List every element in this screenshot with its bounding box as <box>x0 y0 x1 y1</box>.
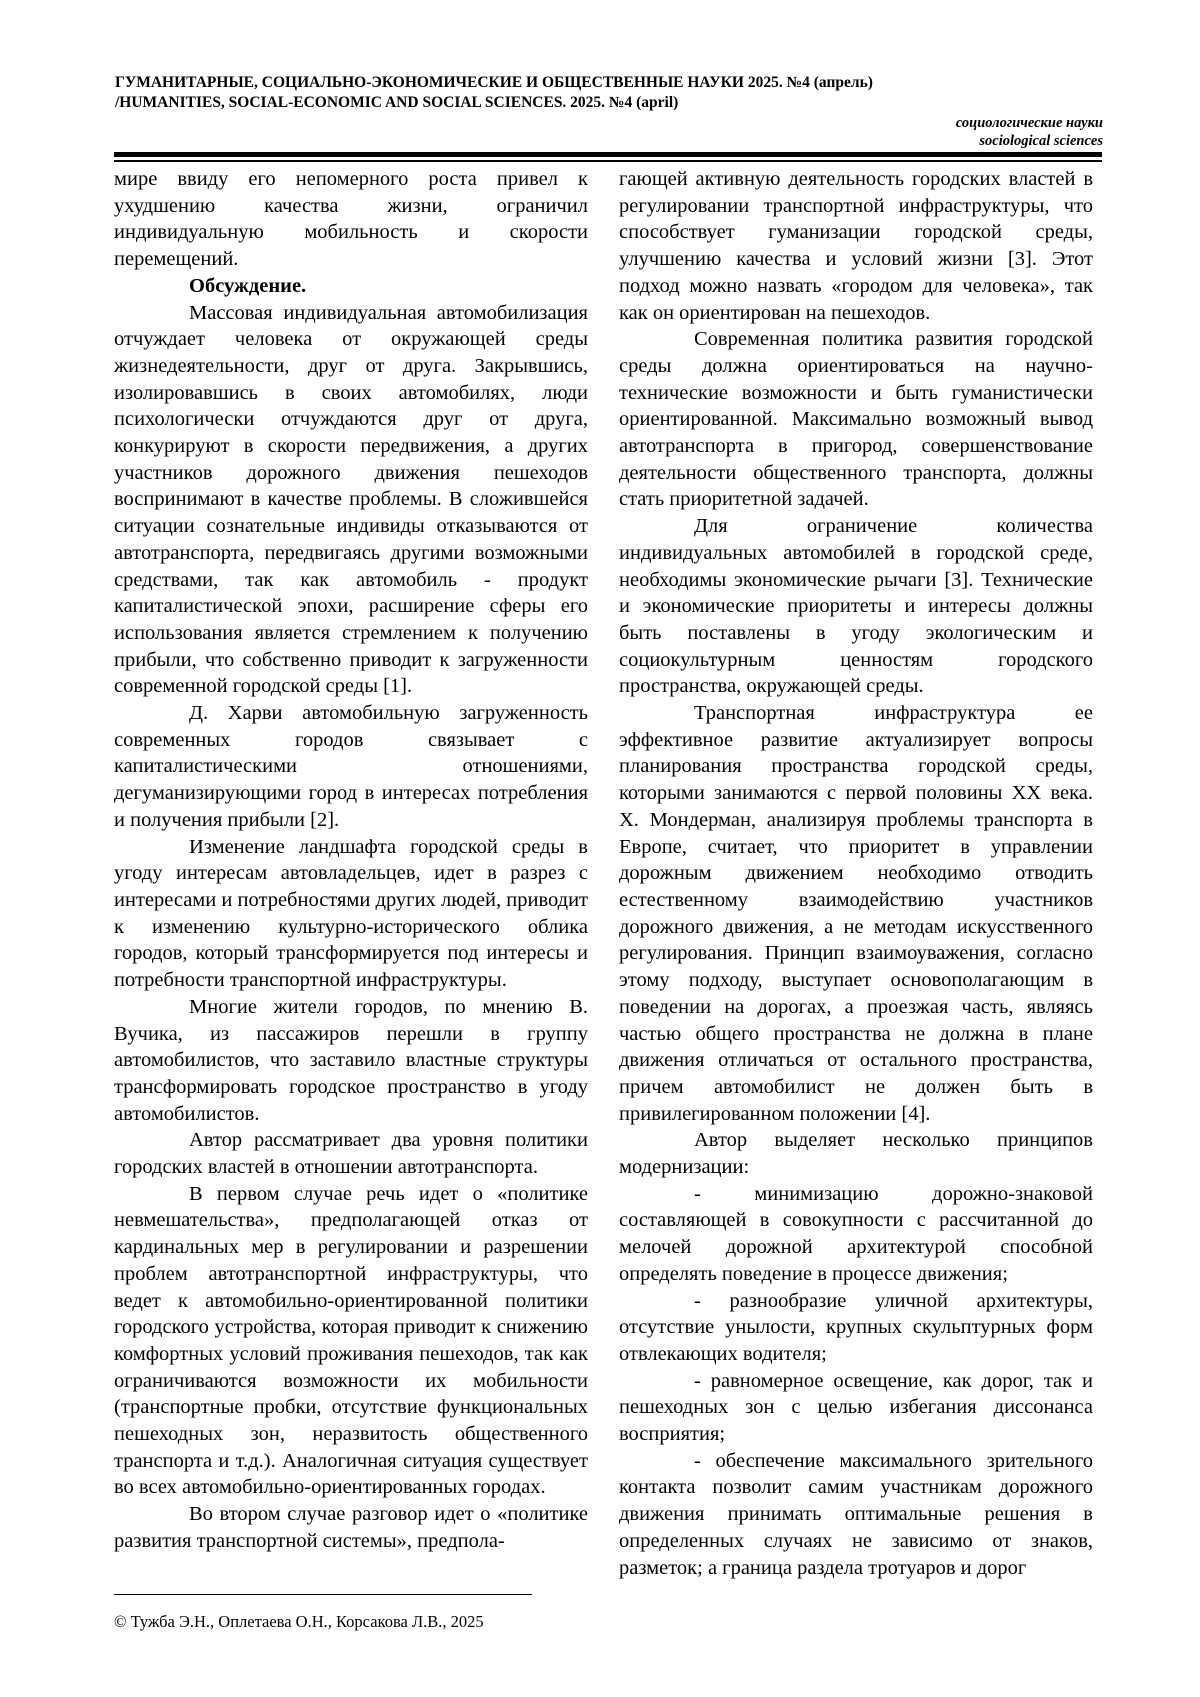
paragraph: гающей активную деятельность городских властей в регулировании транспортной инфраструктуры, что способствует гуманизации городской среды, улучшению качества и условий жизни [3]. Этот подход можно назвать «городом для человека», так как он ориентирован на пешеходов. <box>619 168 1093 324</box>
section-label <box>956 114 1103 150</box>
list-item: - обеспечение максимального зрительного контакта позволит самим участникам дорожного движения принимать оптимальные решения в определенных случаях не зависимо от знаков, разметок; а граница раздела тротуаров и дорог <box>619 1449 1093 1579</box>
paragraph: Д. Харви автомобильную загруженность современных городов связывает с капиталистическими отношениями, дегуманизирующими город в интересах потребления и получения прибыли [2]. <box>114 702 588 831</box>
paragraph: Транспортная инфраструктура ее эффективное развитие актуализирует вопросы планирования пространства городской среды, которыми занимаются с первой половины XX века. Х. Мондерман, анализируя проблемы транспорта в Европе, считает, что приоритет в управлении дорожным движением необходимо отводить естественному взаимодействию участников дорожного движения, а не методам искусственного регулирования. Принцип взаимоуважения, согласно этому подходу, выступает основополагающим в поведении на дорогах, а проезжая часть, являясь частью общего пространства не должна в плане движения отличаться от остального пространства, причем автомобилист не должен быть в привилегированном положении [4]. <box>619 702 1093 1125</box>
paragraph: мире ввиду его непомерного роста привел к ухудшению качества жизни, ограничил индивидуальную мобильность и скорости перемещений. <box>114 168 588 271</box>
list-item: - минимизацию дорожно-знаковой составляющей в совокупности с рассчитанной до мелочей дорожной архитектурой способной определять поведение в процессе движения; <box>619 1182 1093 1285</box>
journal-title-en: /HUMANITIES, SOCIAL-ECONOMIC AND SOCIAL SCIENCES. 2025. №4 (april) <box>115 94 679 111</box>
copyright-footnote: © Тужба Э.Н., Оплетаева О.Н., Корсакова Л.В., 2025 <box>114 1612 484 1631</box>
section-label-ru: социологические науки <box>955 115 1103 131</box>
header-rule-thin <box>114 160 1102 162</box>
right-column <box>619 166 1093 1581</box>
left-column <box>114 166 588 1555</box>
paragraph: Массовая индивидуальная автомобилизация отчуждает человека от окружающей среды жизнедеятельности, друг от друга. Закрывшись, изолировавшись в своих автомобилях, люди психологически отчуждаются друг от друга, конкурируют в скорости передвижения, а других участников дорожного движения пешеходов воспринимают в качестве проблемы. В сложившейся ситуации сознательные индивиды отказываются от автотранспорта, передвигаясь другими возможными средствами, так как автомобиль - продукт капиталистической эпохи, расширение сферы его использования является стремлением к получению прибыли, что собственно приводит к загруженности современной городской среды [1]. <box>114 301 588 698</box>
header-rule-thick <box>114 152 1102 157</box>
journal-title-ru: ГУМАНИТАРНЫЕ, СОЦИАЛЬНО-ЭКОНОМИЧЕСКИЕ И ОБЩЕСТВЕННЫЕ НАУКИ 2025. №4 (апрель) <box>115 74 873 91</box>
paragraph: Во втором случае разговор идет о «политике развития транспортной системы», предпола- <box>114 1503 588 1552</box>
paragraph: Многие жители городов, по мнению В. Вучика, из пассажиров перешли в группу автомобилистов, что заставило властные структуры трансформировать городское пространство в угоду автомобилистов. <box>114 995 588 1125</box>
paragraph: Для ограничение количества индивидуальных автомобилей в городской среде, необходимы экономические рычаги [3]. Технические и экономические приоритеты и интересы должны быть поставлены в угоду экологическим и социокультурным ценностям городского пространства, окружающей среды. <box>619 515 1093 698</box>
section-heading: Обсуждение. <box>189 274 307 297</box>
footnote-rule <box>114 1594 532 1595</box>
paragraph: Автор рассматривает два уровня политики городских властей в отношении автотранспорта. <box>114 1129 588 1179</box>
paragraph: Автор выделяет несколько принципов модернизации: <box>619 1129 1093 1179</box>
journal-header <box>115 73 1105 113</box>
paragraph: Изменение ландшафта городской среды в угоду интересам автовладельцев, идет в разрез с интересами и потребностями других людей, приводит к изменению культурно-исторического облика городов, который трансформируется под интересы и потребности транспортной инфраструктуры. <box>114 835 588 992</box>
paragraph: Современная политика развития городской среды должна ориентироваться на научно-технические возможности и быть гуманистически ориентированной. Максимально возможный вывод автотранспорта в пригород, совершенствование деятельности общественного транспорта, должны стать приоритетной задачей. <box>619 328 1093 511</box>
list-item: - разнообразие уличной архитектуры, отсутствие унылости, крупных скульптурных форм отвлекающих водителя; <box>619 1289 1093 1365</box>
section-label-en: sociological sciences <box>979 133 1103 149</box>
list-item: - равномерное освещение, как дорог, так и пешеходных зон с целью избегания диссонанса восприятия; <box>619 1369 1093 1446</box>
paragraph: В первом случае речь идет о «политике невмешательства», предполагающей отказ от кардинальных мер в регулировании и разрешении проблем автотранспортной инфраструктуры, что ведет к автомобильно-ориентированной политики городского устройства, которая приводит к снижению комфортных условий проживания пешеходов, так как ограничиваются возможности их мобильности (транспортные пробки, отсутствие функциональных пешеходных зон, неразвитость общественного транспорта и т.д.). Аналогичная ситуация существует во всех автомобильно-ориентированных городах. <box>114 1182 588 1499</box>
